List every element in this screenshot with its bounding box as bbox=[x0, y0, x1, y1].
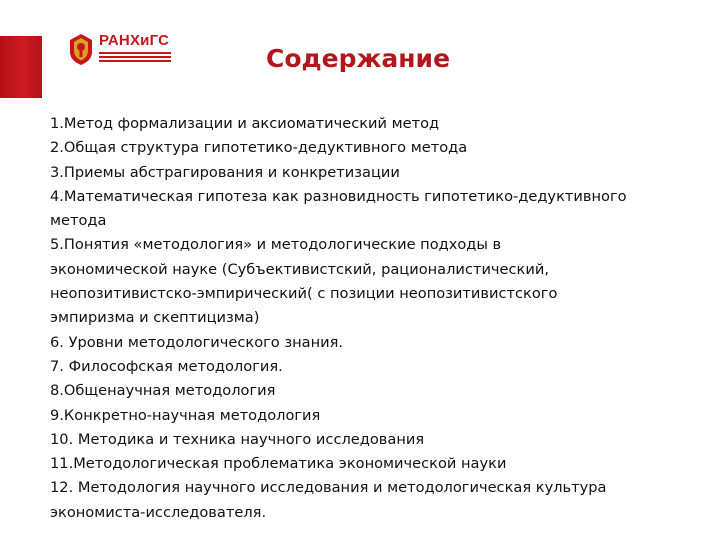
logo-name: РАНХиГС bbox=[99, 32, 170, 49]
contents-line: 2.Общая структура гипотетико-дедуктивного метода bbox=[50, 139, 468, 157]
contents-line: 8.Общенаучная методология bbox=[50, 382, 276, 400]
contents-line: 6. Уровни методологического знания. bbox=[50, 333, 344, 351]
contents-line: 5.Понятия «методология» и методологические подходы в bbox=[50, 236, 502, 254]
contents-line: эмпиризма и скептицизма) bbox=[50, 309, 260, 327]
contents-line: 12. Методология научного исследования и методологическая культура bbox=[50, 479, 607, 497]
contents-line: неопозитивистско-эмпирический( с позиции неопозитивистского bbox=[50, 285, 558, 303]
contents-line: 11.Методологическая проблематика экономической науки bbox=[50, 455, 507, 473]
contents-line: 9.Конкретно-научная методология bbox=[50, 406, 321, 424]
contents-line: экономической науке (Субъективистский, рационалистический, bbox=[50, 260, 549, 278]
ranepa-logo bbox=[66, 32, 186, 68]
contents-line: 1.Метод формализации и аксиоматический метод bbox=[50, 115, 440, 132]
slide-title: Содержание bbox=[265, 44, 451, 73]
accent-bar bbox=[0, 36, 42, 98]
contents-line: 7. Философская методология. bbox=[50, 357, 283, 375]
logo-text-line bbox=[99, 52, 171, 54]
contents-list bbox=[50, 112, 710, 525]
contents-line: 4.Математическая гипотеза как разновидность гипотетико-дедуктивного bbox=[50, 187, 627, 205]
contents-line: 3.Приемы абстрагирования и конкретизации bbox=[50, 163, 400, 181]
contents-line: 10. Методика и техника научного исследования bbox=[50, 430, 425, 448]
emblem-icon bbox=[66, 32, 96, 66]
contents-line: метода bbox=[50, 212, 107, 230]
logo-text-line bbox=[99, 56, 171, 58]
contents-line: экономиста-исследователя. bbox=[50, 503, 267, 521]
logo-text-line bbox=[99, 60, 171, 62]
